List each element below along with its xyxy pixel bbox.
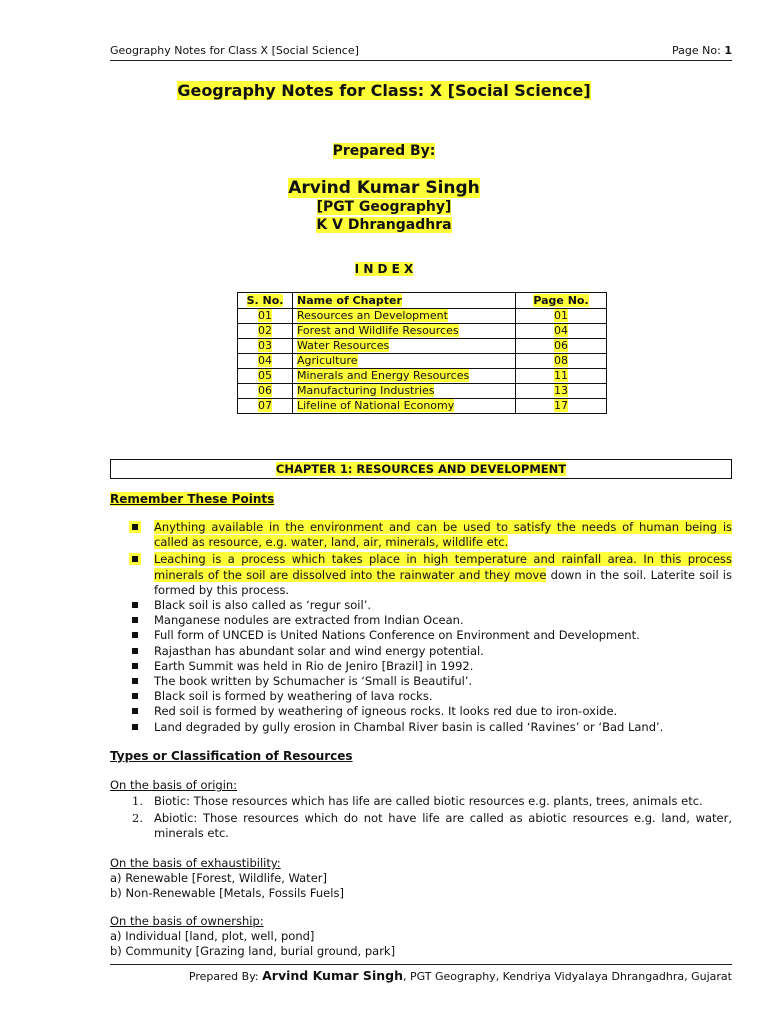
bullet-icon bbox=[132, 617, 138, 623]
document-title bbox=[0, 81, 768, 100]
author-designation bbox=[0, 199, 768, 215]
footer-name: Arvind Kumar Singh bbox=[262, 968, 403, 983]
list-item bbox=[110, 811, 732, 841]
point-text: Red soil is formed by weathering of igneous rocks. It looks red due to iron-oxide. bbox=[154, 704, 618, 719]
item-text: Abiotic: Those resources which do not have life are called as abiotic resources e.g. land, water, minerals etc. bbox=[154, 811, 732, 841]
point-text: Anything available in the environment and can be used to satisfy the needs of human being is called as resource, e.g. water, land, air, minerals, wildlife etc. bbox=[154, 520, 732, 550]
header-title: Geography Notes for Class X [Social Science] bbox=[110, 44, 359, 57]
row-chapter: Manufacturing Industries bbox=[297, 384, 435, 397]
origin-heading: On the basis of origin: bbox=[110, 778, 238, 792]
row-page: 01 bbox=[554, 309, 568, 322]
table-row bbox=[238, 324, 607, 339]
table-row bbox=[238, 369, 607, 384]
owner-heading: On the basis of ownership: bbox=[110, 914, 264, 928]
item-number: 2. bbox=[132, 811, 143, 826]
points-list bbox=[110, 520, 732, 735]
author-name bbox=[0, 178, 768, 198]
table-row bbox=[238, 309, 607, 324]
school-text: K V Dhrangadhra bbox=[316, 217, 452, 233]
chapter-heading-box bbox=[110, 459, 732, 479]
col-page-text: Page No. bbox=[533, 294, 589, 307]
col-page bbox=[516, 293, 607, 309]
origin-list bbox=[110, 794, 732, 842]
row-page: 11 bbox=[554, 369, 568, 382]
bullet-icon bbox=[132, 724, 138, 730]
footer-label: Prepared By: bbox=[188, 970, 259, 983]
chapter-heading: CHAPTER 1: RESOURCES AND DEVELOPMENT bbox=[275, 462, 567, 476]
point-text: Black soil is also called as ‘regur soil’. bbox=[154, 598, 372, 613]
point-text: The book written by Schumacher is ‘Small is Beautiful’. bbox=[154, 674, 473, 689]
bullet-icon bbox=[132, 693, 138, 699]
designation-text: [PGT Geography] bbox=[316, 199, 452, 215]
table-row bbox=[238, 354, 607, 369]
author-text: Arvind Kumar Singh bbox=[288, 178, 480, 198]
index-table bbox=[237, 292, 607, 414]
bullet-icon bbox=[132, 632, 138, 638]
author-school bbox=[0, 217, 768, 233]
page-number bbox=[672, 44, 732, 60]
list-item bbox=[110, 552, 732, 598]
col-sno-text: S. No. bbox=[246, 294, 284, 307]
item-text: Biotic: Those resources which has life are called biotic resources e.g. plants, trees, animals etc. bbox=[154, 794, 703, 808]
list-item bbox=[110, 628, 732, 643]
row-chapter: Lifeline of National Economy bbox=[297, 399, 455, 412]
list-item: b) Non-Renewable [Metals, Fossils Fuels] bbox=[110, 886, 344, 900]
page-num: 1 bbox=[724, 44, 732, 57]
exhaust-heading: On the basis of exhaustibility: bbox=[110, 856, 281, 870]
types-heading: Types or Classification of Resources bbox=[110, 749, 353, 763]
row-chapter: Resources an Development bbox=[297, 309, 448, 322]
list-item bbox=[110, 598, 732, 613]
point-text: Land degraded by gully erosion in Chambal River basin is called ‘Ravines’ or ‘Bad Land’. bbox=[154, 719, 664, 734]
footer-rest: , PGT Geography, Kendriya Vidyalaya Dhrangadhra, Gujarat bbox=[402, 970, 732, 983]
owner-list bbox=[110, 929, 395, 959]
list-item bbox=[110, 720, 732, 735]
row-page: 08 bbox=[554, 354, 568, 367]
item-number: 1. bbox=[132, 794, 143, 808]
page-header bbox=[110, 44, 732, 61]
col-chapter-text: Name of Chapter bbox=[297, 294, 402, 307]
point-text: down in the soil. Laterite soil is formed by this process. bbox=[154, 567, 732, 597]
row-chapter: Agriculture bbox=[297, 354, 358, 367]
bullet-icon bbox=[132, 678, 138, 684]
prepared-by-text: Prepared By: bbox=[332, 143, 436, 159]
list-item bbox=[110, 689, 732, 704]
point-text-highlight: Leaching is a process which takes place in high temperature and rainfall area. In this process minerals of the soil are dissolved into the rainwater and they move bbox=[154, 552, 732, 582]
index-header-row bbox=[238, 293, 607, 309]
page-footer bbox=[110, 964, 732, 983]
prepared-by-label bbox=[0, 143, 768, 159]
list-item bbox=[110, 674, 732, 689]
bullet-icon bbox=[132, 708, 138, 714]
remember-heading bbox=[110, 492, 274, 506]
row-page: 04 bbox=[554, 324, 568, 337]
row-chapter: Minerals and Energy Resources bbox=[297, 369, 470, 382]
list-item bbox=[110, 794, 732, 809]
list-item bbox=[110, 644, 732, 659]
point-text: Black soil is formed by weathering of lava rocks. bbox=[154, 689, 433, 704]
page-label: Page No: bbox=[672, 44, 721, 57]
row-page: 17 bbox=[554, 399, 568, 412]
row-sno: 06 bbox=[258, 384, 272, 397]
list-item: a) Renewable [Forest, Wildlife, Water] bbox=[110, 871, 327, 885]
title-text: Geography Notes for Class: X [Social Science] bbox=[177, 81, 591, 100]
row-page: 06 bbox=[554, 339, 568, 352]
list-item bbox=[110, 704, 732, 719]
table-row bbox=[238, 384, 607, 399]
row-sno: 04 bbox=[258, 354, 272, 367]
remember-heading-text: Remember These Points bbox=[110, 492, 275, 506]
bullet-icon bbox=[132, 602, 138, 608]
list-item bbox=[110, 659, 732, 674]
point-text: Manganese nodules are extracted from Indian Ocean. bbox=[154, 613, 464, 628]
row-sno: 05 bbox=[258, 369, 272, 382]
row-sno: 02 bbox=[258, 324, 272, 337]
col-sno bbox=[238, 293, 293, 309]
list-item: b) Community [Grazing land, burial ground, park] bbox=[110, 944, 396, 958]
row-chapter: Water Resources bbox=[297, 339, 390, 352]
index-title-text: I N D E X bbox=[354, 262, 414, 276]
bullet-icon bbox=[132, 648, 138, 654]
point-text: Earth Summit was held in Rio de Jeniro [Brazil] in 1992. bbox=[154, 658, 474, 673]
index-title bbox=[0, 262, 768, 276]
bullet-icon bbox=[132, 556, 138, 562]
list-item bbox=[110, 520, 732, 550]
table-row bbox=[238, 399, 607, 414]
row-sno: 01 bbox=[258, 309, 272, 322]
exhaust-list bbox=[110, 871, 344, 901]
point-text: Rajasthan has abundant solar and wind energy potential. bbox=[154, 643, 484, 658]
table-row bbox=[238, 339, 607, 354]
point-text: Full form of UNCED is United Nations Conference on Environment and Development. bbox=[154, 628, 640, 643]
row-chapter: Forest and Wildlife Resources bbox=[297, 324, 459, 337]
bullet-icon bbox=[132, 524, 138, 530]
row-sno: 07 bbox=[258, 399, 272, 412]
list-item: a) Individual [land, plot, well, pond] bbox=[110, 929, 315, 943]
list-item bbox=[110, 613, 732, 628]
col-chapter bbox=[293, 293, 516, 309]
bullet-icon bbox=[132, 663, 138, 669]
row-page: 13 bbox=[554, 384, 568, 397]
row-sno: 03 bbox=[258, 339, 272, 352]
